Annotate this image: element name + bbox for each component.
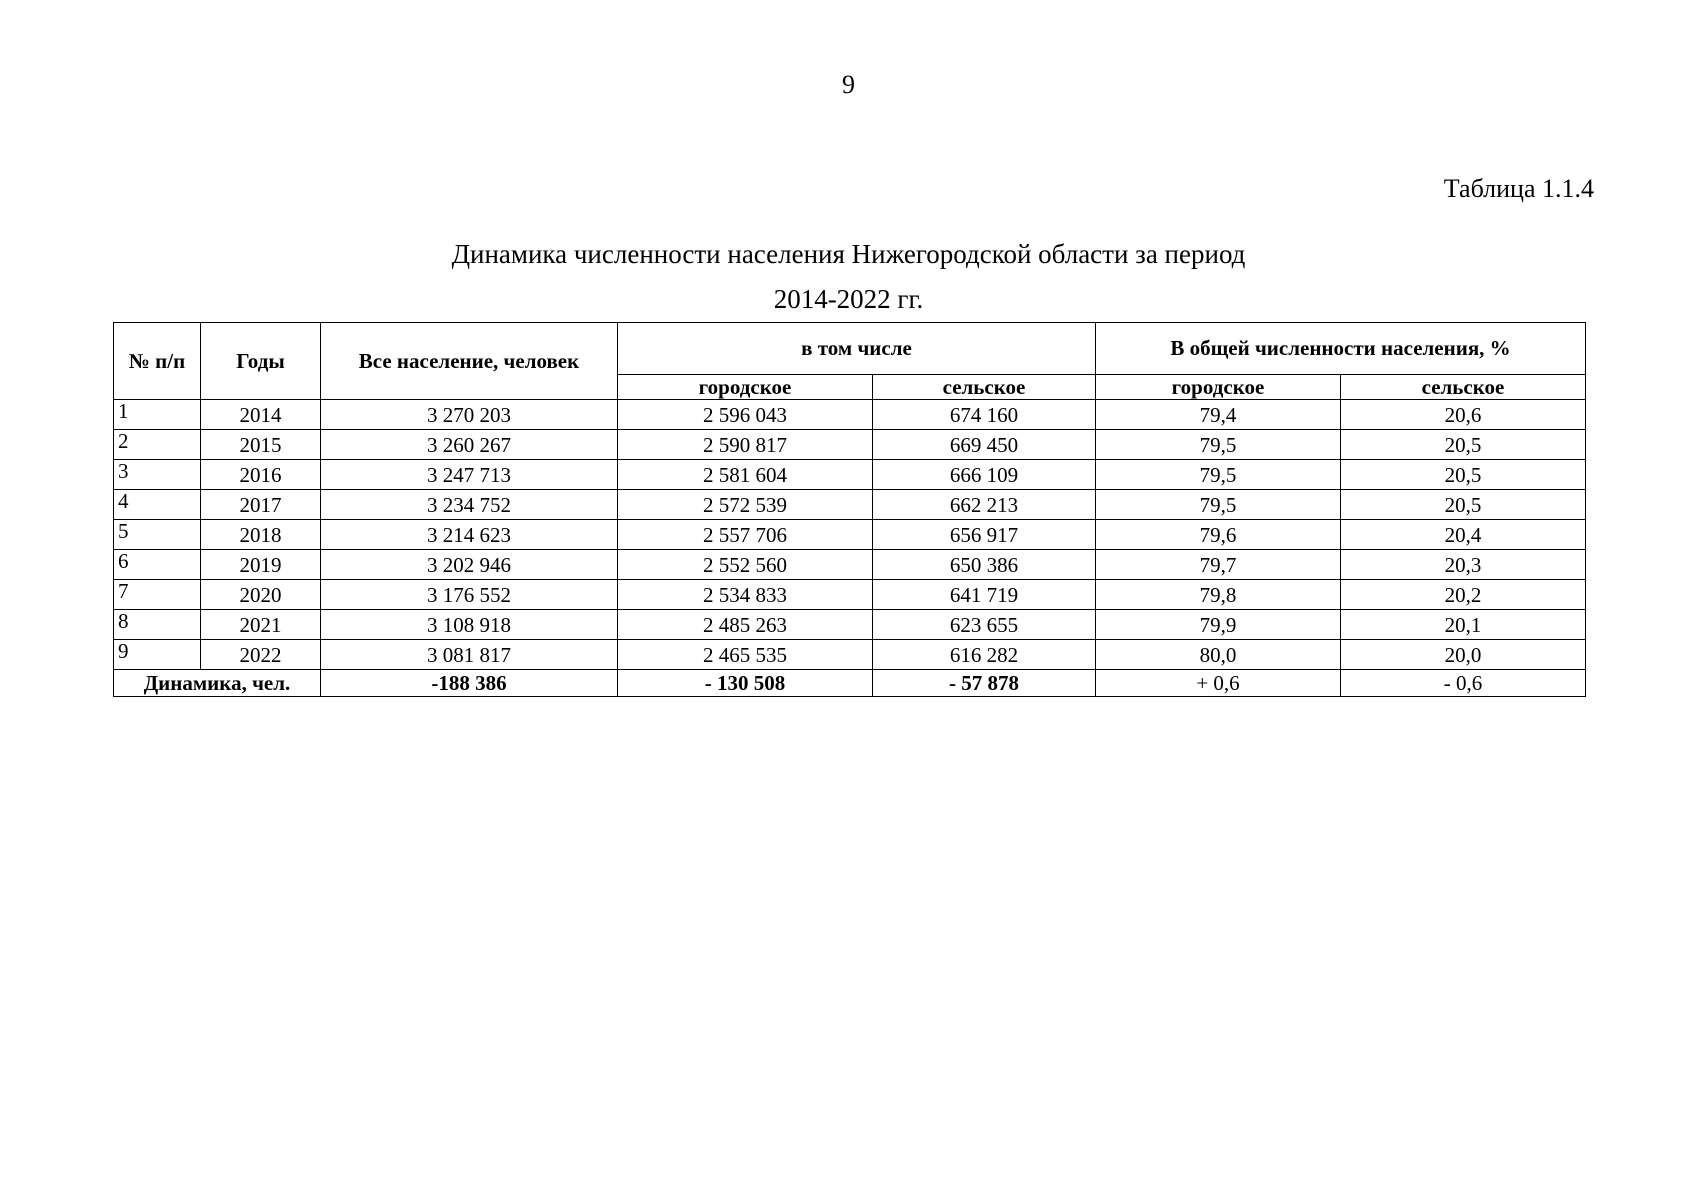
cell-num: 7 <box>114 580 201 610</box>
cell-urban: 2 590 817 <box>618 430 873 460</box>
cell-num: 9 <box>114 640 201 670</box>
cell-urban: 2 552 560 <box>618 550 873 580</box>
cell-rural: 674 160 <box>873 400 1096 430</box>
cell-rural: 623 655 <box>873 610 1096 640</box>
cell-rural-pct: 20,1 <box>1341 610 1586 640</box>
header-row-1 <box>114 323 1586 375</box>
cell-rural: 662 213 <box>873 490 1096 520</box>
cell-urban: 2 596 043 <box>618 400 873 430</box>
header-share: В общей численности населения, % <box>1096 323 1586 375</box>
table-label: Таблица 1.1.4 <box>1443 174 1594 203</box>
cell-num: 1 <box>114 400 201 430</box>
header-including: в том числе <box>618 323 1096 375</box>
table-row <box>114 490 1586 520</box>
cell-rural-pct: 20,5 <box>1341 490 1586 520</box>
header-rural: сельское <box>873 374 1096 399</box>
cell-urban-pct: 79,4 <box>1096 400 1341 430</box>
cell-rural-pct: 20,2 <box>1341 580 1586 610</box>
cell-num: 5 <box>114 520 201 550</box>
cell-total: 3 176 552 <box>321 580 618 610</box>
document-title-line-2: 2014-2022 гг. <box>773 284 924 314</box>
cell-year: 2019 <box>201 550 321 580</box>
cell-year: 2017 <box>201 490 321 520</box>
cell-urban: 2 534 833 <box>618 580 873 610</box>
cell-year: 2015 <box>201 430 321 460</box>
cell-urban: 2 557 706 <box>618 520 873 550</box>
cell-urban-pct: 80,0 <box>1096 640 1341 670</box>
table-row <box>114 550 1586 580</box>
cell-year: 2014 <box>201 400 321 430</box>
cell-urban: 2 572 539 <box>618 490 873 520</box>
cell-urban-pct: 79,5 <box>1096 430 1341 460</box>
population-table <box>113 322 1586 697</box>
cell-total: 3 234 752 <box>321 490 618 520</box>
cell-year: 2020 <box>201 580 321 610</box>
cell-urban-pct: 79,8 <box>1096 580 1341 610</box>
cell-urban-pct: 79,7 <box>1096 550 1341 580</box>
cell-urban: 2 581 604 <box>618 460 873 490</box>
cell-rural-pct: 20,3 <box>1341 550 1586 580</box>
header-rural-pct: сельское <box>1341 374 1586 399</box>
cell-total: 3 214 623 <box>321 520 618 550</box>
table-body <box>114 400 1586 697</box>
table-header <box>114 323 1586 400</box>
cell-total: 3 260 267 <box>321 430 618 460</box>
cell-urban-pct: 79,9 <box>1096 610 1341 640</box>
cell-total: 3 108 918 <box>321 610 618 640</box>
urban-pct-change: + 0,6 <box>1096 670 1341 697</box>
cell-urban-pct: 79,5 <box>1096 460 1341 490</box>
cell-rural-pct: 20,0 <box>1341 640 1586 670</box>
cell-year: 2021 <box>201 610 321 640</box>
header-year: Годы <box>201 323 321 400</box>
total-change: -188 386 <box>321 670 618 697</box>
rural-change: - 57 878 <box>873 670 1096 697</box>
cell-num: 2 <box>114 430 201 460</box>
cell-rural: 616 282 <box>873 640 1096 670</box>
cell-year: 2016 <box>201 460 321 490</box>
cell-num: 6 <box>114 550 201 580</box>
cell-urban-pct: 79,5 <box>1096 490 1341 520</box>
page-number: 9 <box>842 70 855 99</box>
table-row <box>114 580 1586 610</box>
cell-rural-pct: 20,5 <box>1341 430 1586 460</box>
cell-year: 2018 <box>201 520 321 550</box>
cell-urban: 2 465 535 <box>618 640 873 670</box>
table-row <box>114 640 1586 670</box>
cell-num: 8 <box>114 610 201 640</box>
cell-urban-pct: 79,6 <box>1096 520 1341 550</box>
cell-rural: 650 386 <box>873 550 1096 580</box>
header-urban: городское <box>618 374 873 399</box>
total-label: Динамика, чел. <box>114 670 321 697</box>
cell-rural: 666 109 <box>873 460 1096 490</box>
table-row <box>114 520 1586 550</box>
table-row <box>114 610 1586 640</box>
header-total: Все население, человек <box>321 323 618 400</box>
table-row <box>114 460 1586 490</box>
cell-total: 3 247 713 <box>321 460 618 490</box>
header-urban-pct: городское <box>1096 374 1341 399</box>
header-num: № п/п <box>114 323 201 400</box>
document-title-line-1: Динамика численности населения Нижегородской области за период <box>451 239 1246 269</box>
cell-rural-pct: 20,6 <box>1341 400 1586 430</box>
document-title <box>0 232 1697 322</box>
cell-total: 3 081 817 <box>321 640 618 670</box>
cell-num: 3 <box>114 460 201 490</box>
table-row <box>114 400 1586 430</box>
rural-pct-change: - 0,6 <box>1341 670 1586 697</box>
cell-rural-pct: 20,4 <box>1341 520 1586 550</box>
cell-rural-pct: 20,5 <box>1341 460 1586 490</box>
cell-total: 3 270 203 <box>321 400 618 430</box>
cell-total: 3 202 946 <box>321 550 618 580</box>
cell-num: 4 <box>114 490 201 520</box>
cell-rural: 669 450 <box>873 430 1096 460</box>
cell-rural: 641 719 <box>873 580 1096 610</box>
cell-urban: 2 485 263 <box>618 610 873 640</box>
cell-rural: 656 917 <box>873 520 1096 550</box>
urban-change: - 130 508 <box>618 670 873 697</box>
cell-year: 2022 <box>201 640 321 670</box>
table-row <box>114 430 1586 460</box>
total-row <box>114 670 1586 697</box>
